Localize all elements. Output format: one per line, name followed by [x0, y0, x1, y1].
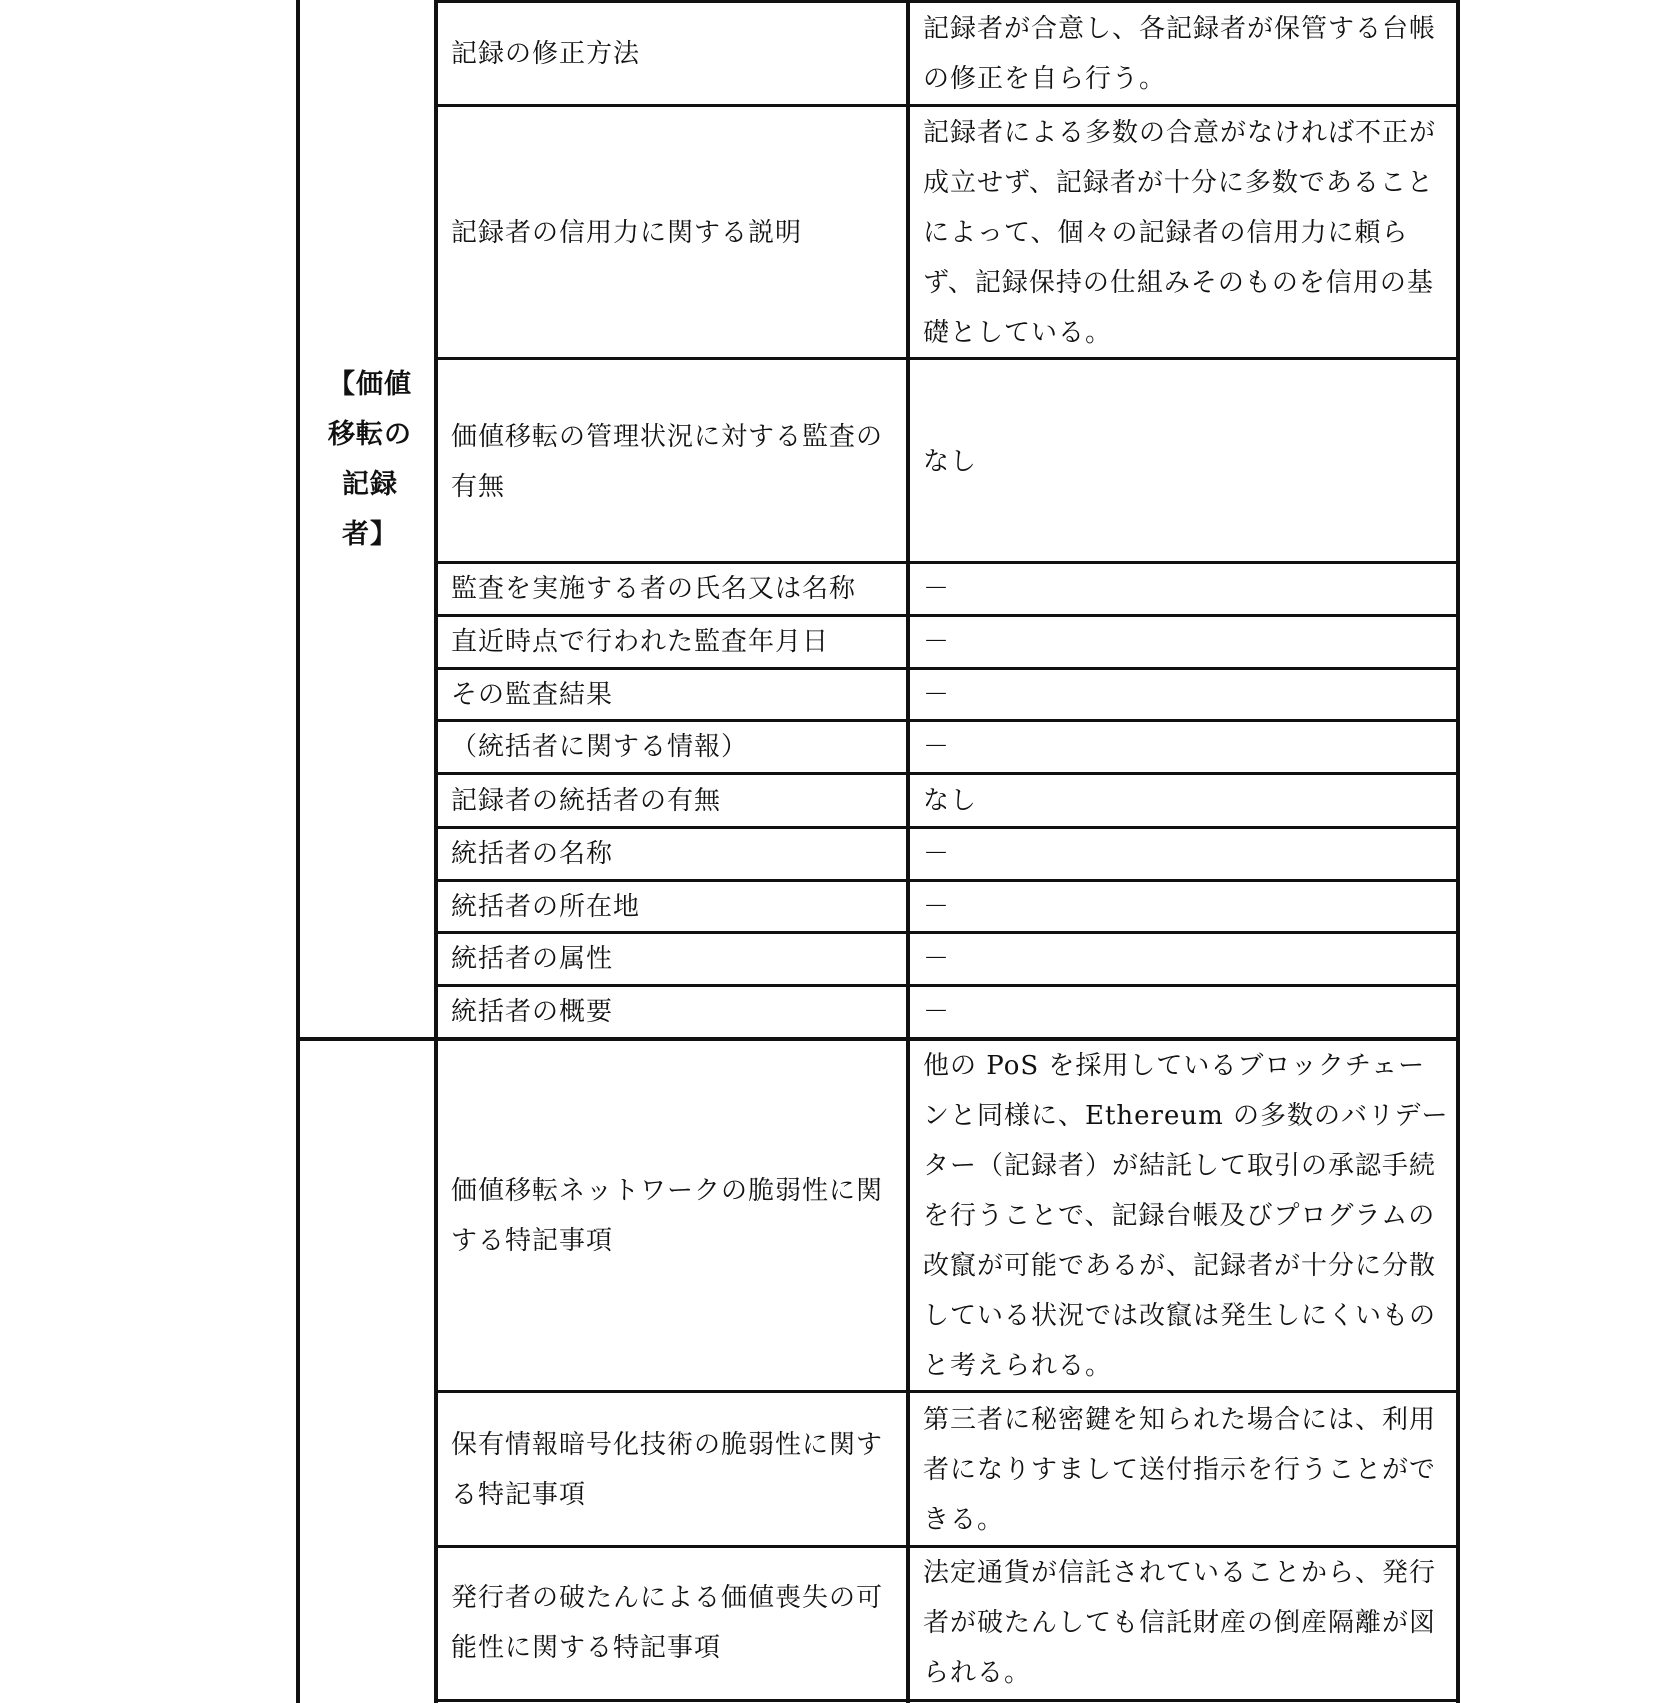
table-border-left: [296, 0, 300, 1703]
row-label-audit-presence: 価値移転の管理状況に対する監査の有無: [451, 422, 884, 502]
row-value-audit-presence: なし: [923, 447, 978, 477]
row-label-encryption-vulnerability: 保有情報暗号化技術の脆弱性に関する特記事項: [451, 1430, 884, 1510]
row-label-supervisor-info: （統括者に関する情報）: [451, 732, 749, 762]
row-label-supervisor-name: 統括者の名称: [451, 839, 614, 869]
section-header-line: 者】: [342, 519, 398, 550]
row-label-recorder-credibility: 記録者の信用力に関する説明: [451, 218, 803, 248]
row-value-audit-result: －: [923, 680, 951, 710]
row-value-supervisor-presence: なし: [923, 786, 978, 816]
row-label-supervisor-presence: 記録者の統括者の有無: [451, 786, 722, 816]
row-label-supervisor-location: 統括者の所在地: [451, 892, 641, 922]
row-value-record-correction-method: 記録者が合意し、各記録者が保管する台帳の修正を自ら行う。: [923, 14, 1437, 94]
section-header-line: 【価値: [328, 369, 412, 400]
row-label-supervisor-attributes: 統括者の属性: [451, 944, 614, 974]
row-value-latest-audit-date: －: [923, 627, 951, 657]
section-header-value-transfer-recorder: [310, 360, 430, 560]
section-header-line: 移転の: [328, 419, 412, 450]
row-label-issuer-bankruptcy: 発行者の破たんによる価値喪失の可能性に関する特記事項: [451, 1583, 884, 1663]
row-label-audit-result: その監査結果: [451, 680, 614, 710]
row-value-supervisor-info: －: [923, 732, 951, 762]
row-value-issuer-bankruptcy: 法定通貨が信託されていることから、発行者が破たんしても信託財産の倒産隔離が図られる。: [923, 1558, 1437, 1688]
row-label-network-vulnerability: 価値移転ネットワークの脆弱性に関する特記事項: [451, 1176, 884, 1256]
row-value-supervisor-name: －: [923, 839, 951, 869]
row-value-supervisor-location: －: [923, 892, 951, 922]
row-value-supervisor-overview: －: [923, 997, 951, 1027]
table-column-divider-label: [906, 0, 910, 1703]
row-value-supervisor-attributes: －: [923, 944, 951, 974]
table-border-bottom: [434, 1699, 1460, 1702]
table-column-divider-section: [434, 0, 438, 1703]
row-value-network-vulnerability: 他の PoS を採用しているブロックチェーンと同様に、Ethereum の多数のバリデーター（記録者）が結託して取引の承認手続を行うことで、記録台帳及びプログラムの改竄が可能であるが、記録者が十分に分散している状況では改竄は発生しにくいものと考えられる。: [923, 1051, 1449, 1381]
row-value-encryption-vulnerability: 第三者に秘密鍵を知られた場合には、利用者になりすまして送付指示を行うことができる。: [923, 1405, 1437, 1535]
row-value-auditor-name: －: [923, 574, 951, 604]
table-border-right: [1456, 0, 1460, 1703]
row-divider: [434, 104, 1460, 107]
section-header-line: 記録: [342, 469, 398, 500]
row-divider: [434, 772, 1460, 775]
row-label-auditor-name: 監査を実施する者の氏名又は名称: [451, 574, 857, 604]
row-label-supervisor-overview: 統括者の概要: [451, 997, 614, 1027]
row-divider: [434, 0, 1460, 3]
row-label-latest-audit-date: 直近時点で行われた監査年月日: [451, 627, 830, 657]
row-value-recorder-credibility: 記録者による多数の合意がなければ不正が成立せず、記録者が十分に多数であることによって、個々の記録者の信用力に頼らず、記録保持の仕組みそのものを信用の基礎としている。: [923, 118, 1437, 348]
row-label-record-correction-method: 記録の修正方法: [451, 39, 641, 69]
